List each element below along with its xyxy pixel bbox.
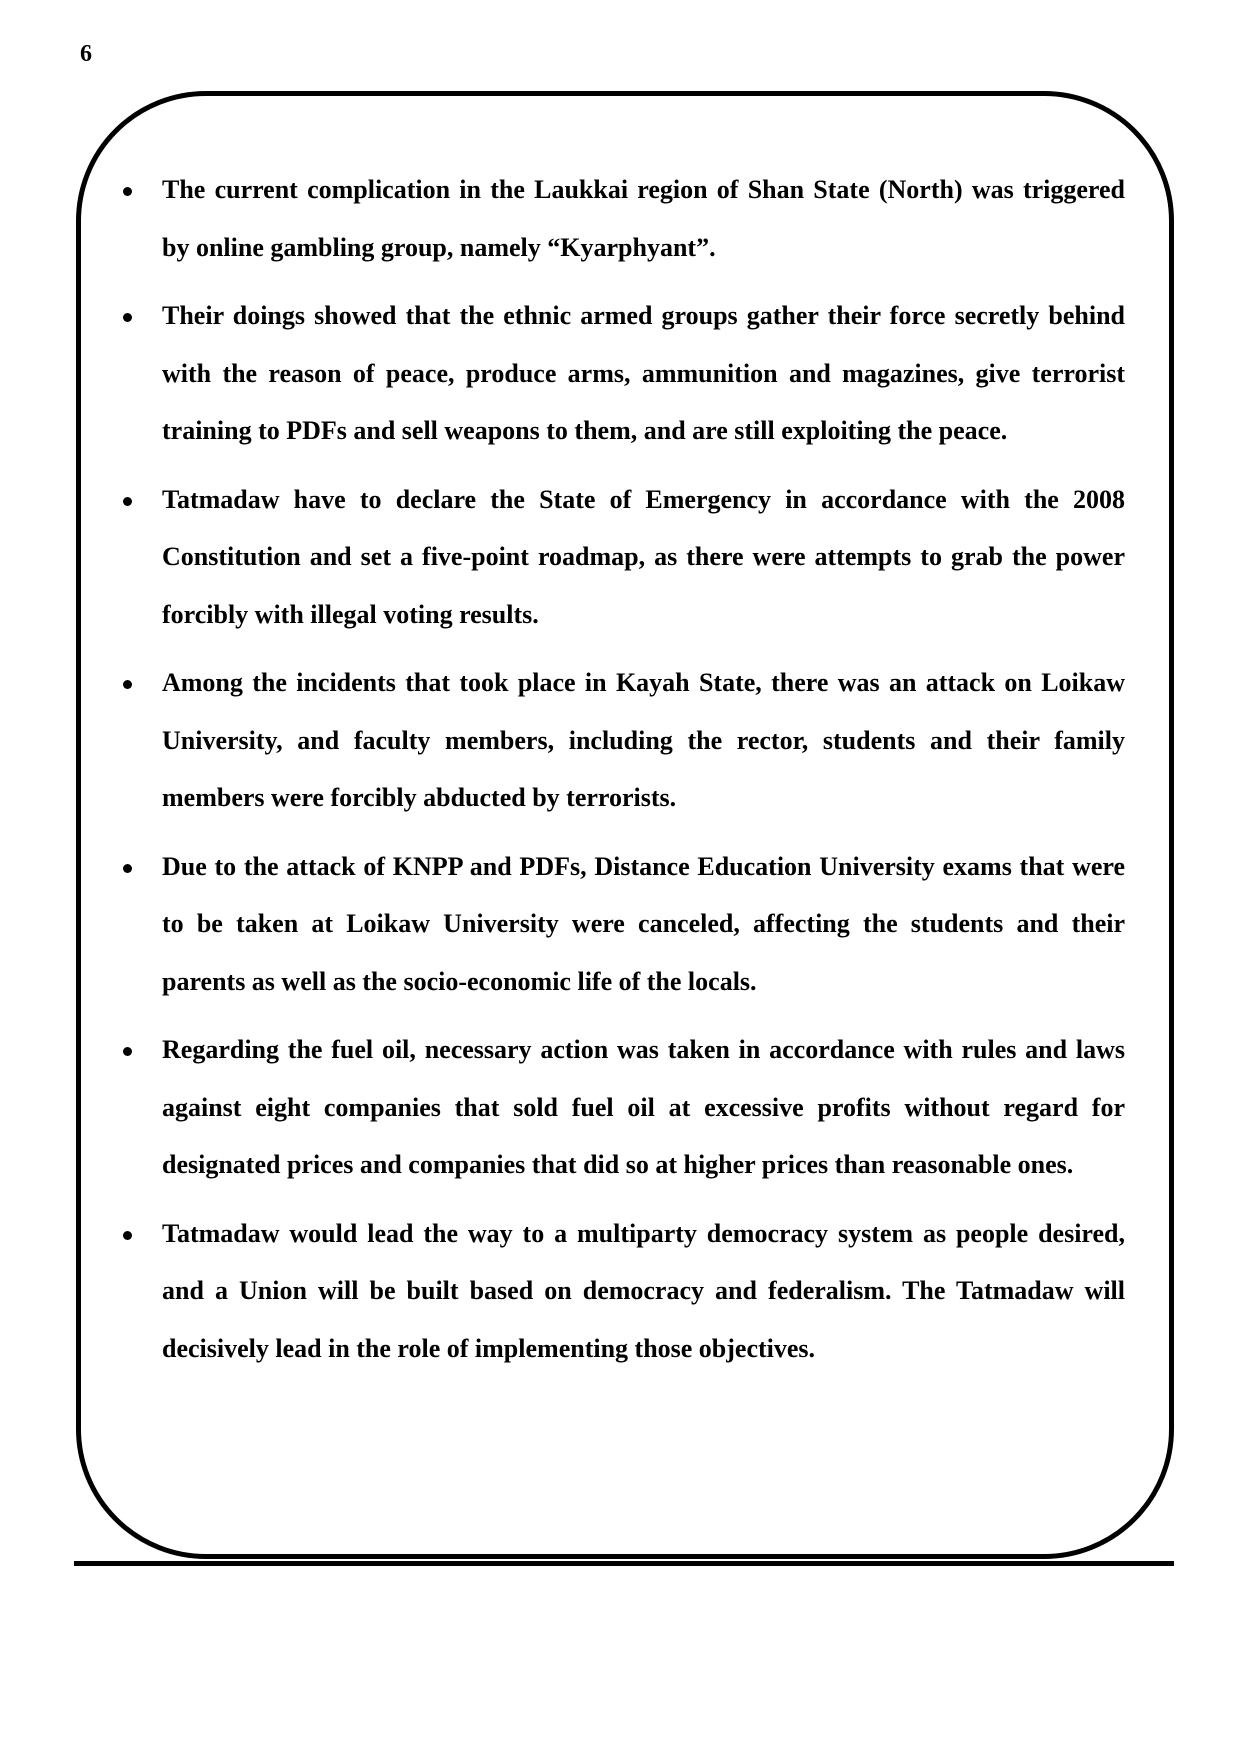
- bullet-text: Due to the attack of KNPP and PDFs, Distance Education University exams that were to be taken at Loikaw University were canceled, affecting the students and their parents as well as the socio-economic life of the locals.: [162, 851, 1125, 996]
- bullet-item: [122, 1021, 1125, 1194]
- bullet-item: [122, 287, 1125, 460]
- bullet-text: Among the incidents that took place in Kayah State, there was an attack on Loikaw University, and faculty members, including the rector, students and their family members were forcibly abducted by terrorists.: [162, 668, 1125, 812]
- bullet-text: The current complication in the Laukkai region of Shan State (North) was triggered by online gambling group, namely “Kyarphyant”.: [162, 175, 1125, 262]
- bullet-item: [122, 161, 1125, 276]
- bullet-text: Tatmadaw have to declare the State of Emergency in accordance with the 2008 Constitution and set a five-point roadmap, as there were attempts to grab the power forcibly with illegal voting results.: [162, 484, 1125, 629]
- bullet-text: Tatmadaw would lead the way to a multiparty democracy system as people desired, and a Union will be built based on democracy and federalism. The Tatmadaw will decisively lead in the role of implementing those objectives.: [162, 1218, 1125, 1363]
- bullet-item: [122, 838, 1125, 1011]
- bullet-item: [122, 471, 1125, 644]
- bullet-dot-icon: [123, 497, 132, 506]
- bullet-item: [122, 654, 1125, 827]
- bullet-dot-icon: [123, 187, 132, 196]
- bullet-text: Their doings showed that the ethnic armed groups gather their force secretly behind with the reason of peace, produce arms, ammunition and magazines, give terrorist training to PDFs and sell weapons to them, and are still exploiting the peace.: [162, 301, 1125, 445]
- bullet-dot-icon: [123, 680, 132, 689]
- bottom-rule: [74, 1561, 1174, 1566]
- bullet-text: Regarding the fuel oil, necessary action was taken in accordance with rules and laws against eight companies that sold fuel oil at excessive profits without regard for designated prices and companies that did so at higher prices than reasonable ones.: [162, 1035, 1125, 1179]
- bullet-item: [122, 1205, 1125, 1378]
- bullet-dot-icon: [123, 313, 132, 322]
- bullet-dot-icon: [123, 1047, 132, 1056]
- bullet-dot-icon: [123, 864, 132, 873]
- bullet-list: [122, 161, 1125, 1388]
- bullet-dot-icon: [123, 1231, 132, 1240]
- page-number: 6: [80, 41, 92, 67]
